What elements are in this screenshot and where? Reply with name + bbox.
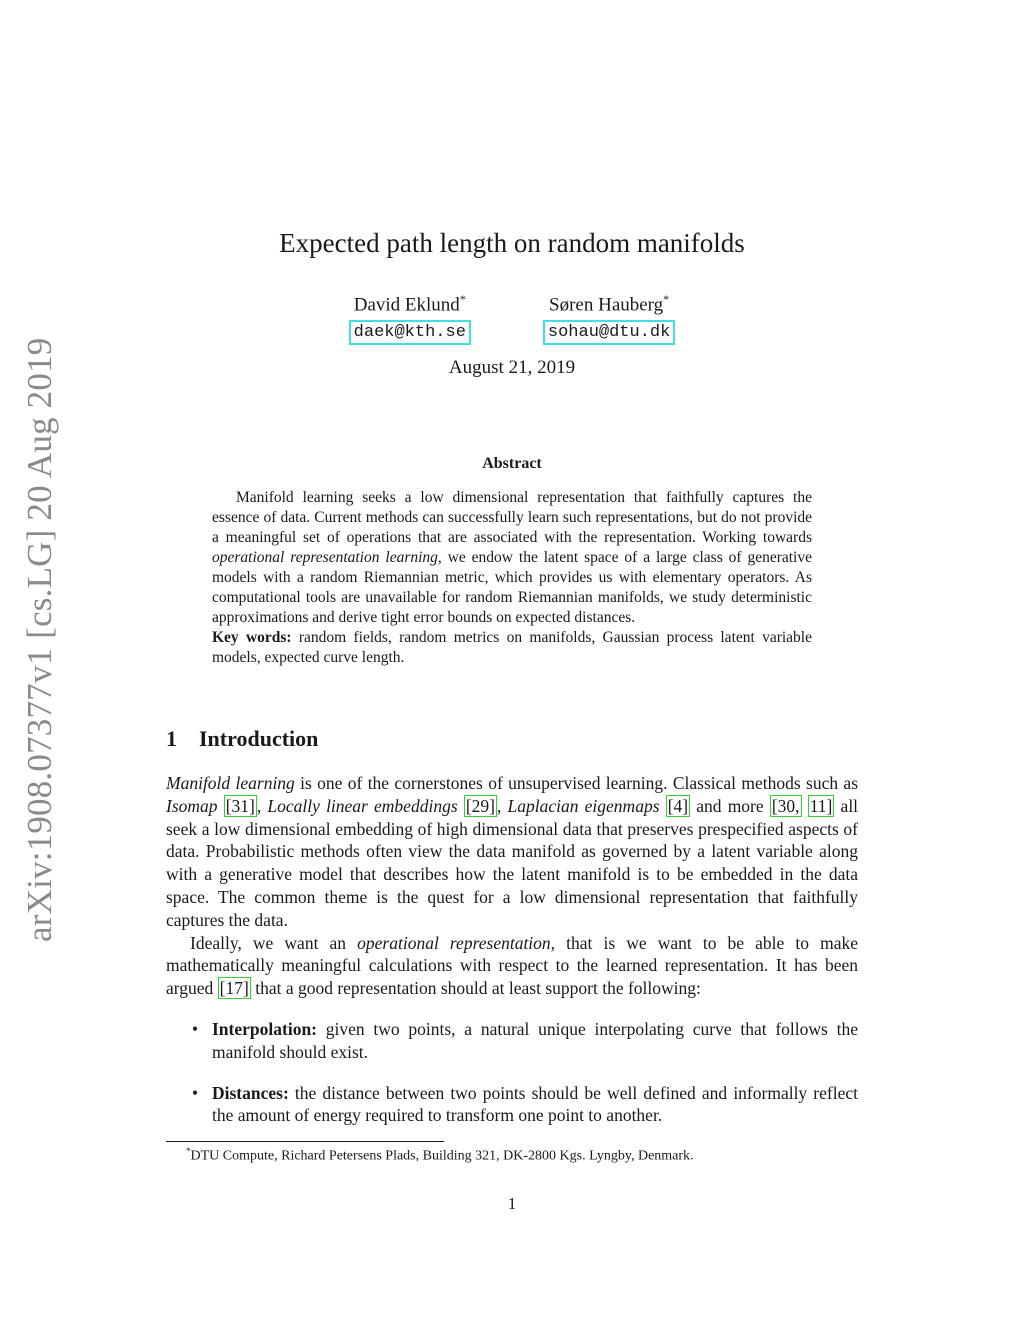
list-item: • Distances: the distance between two points should be well defined and informally reflect the amount of energy required to transform one point to another. bbox=[192, 1082, 858, 1126]
paper-title: Expected path length on random manifolds bbox=[279, 228, 745, 258]
page-number: 1 bbox=[507, 1194, 517, 1213]
citation-link[interactable]: 11] bbox=[809, 795, 833, 816]
abstract-emphasis: operational representation learning bbox=[212, 549, 438, 566]
citation-link[interactable]: [17] bbox=[219, 978, 249, 999]
author-email-link[interactable]: daek@kth.se bbox=[349, 320, 471, 345]
citation-link[interactable]: [31] bbox=[225, 795, 255, 816]
author-block bbox=[543, 292, 675, 345]
bullet-icon: • bbox=[192, 1082, 199, 1103]
footnote: *DTU Compute, Richard Petersens Plads, Building 321, DK-2800 Kgs. Lyngby, Denmark. bbox=[186, 1146, 694, 1164]
keywords-label: Key words: bbox=[212, 629, 292, 646]
arxiv-identifier: arXiv:1908.07377v1 [cs.LG] 20 Aug 2019 bbox=[20, 337, 59, 942]
abstract-paragraph: Manifold learning seeks a low dimensional representation that faithfully captures the essence of data. Current methods can successfully learn such representations, but do not provide a meaningful set of operations that are associated with the representation. Working towards operational representation learning, we endow the latent space of a large class of generative models with a random Riemannian metric, which provides us with elementary operators. As computational tools are unavailable for random Riemannian manifolds, we study deterministic approximations and derive tight error bounds on expected distances. bbox=[212, 489, 812, 626]
author-block bbox=[349, 292, 471, 345]
affiliation-mark: * bbox=[459, 292, 466, 306]
section-title: Introduction bbox=[199, 726, 319, 751]
author-name: Søren Hauberg* bbox=[549, 292, 670, 316]
list-item: • Interpolation: given two points, a natural unique interpolating curve that follows the manifold should exist. bbox=[192, 1019, 858, 1062]
paper-date: August 21, 2019 bbox=[448, 357, 576, 378]
author-name: David Eklund* bbox=[353, 292, 466, 316]
citation-link[interactable]: [29] bbox=[465, 795, 495, 816]
section-heading bbox=[166, 726, 318, 752]
bullet-list bbox=[188, 1018, 858, 1145]
author-list bbox=[0, 292, 1024, 345]
author-email-link[interactable]: sohau@dtu.dk bbox=[543, 320, 675, 345]
affiliation-mark: * bbox=[663, 292, 670, 306]
citation-link[interactable]: [30, bbox=[771, 795, 800, 816]
abstract-body bbox=[212, 488, 812, 668]
intro-paragraph-1: Manifold learning is one of the cornerstones of unsupervised learning. Classical methods such as Isomap [31] , Locally linear embeddings [29] , Laplacian eigenmaps [4] and more [30, 11] all seek a low dimensional embedding of high dimensional data that preserves prespecified aspects of data. Probabilistic methods often view the data manifold as governed by a latent variable along with a generative model that describes how the latent manifold is to be embedded in the data space. The common theme is the quest for a low dimensional representation that faithfully captures the data. bbox=[166, 773, 859, 930]
intro-text bbox=[166, 772, 858, 1000]
section-number: 1 bbox=[166, 726, 177, 751]
bullet-icon: • bbox=[192, 1019, 199, 1039]
keywords: Key words: random fields, random metrics on manifolds, Gaussian process latent variable models, expected curve length. bbox=[212, 629, 812, 666]
footnote-mark: * bbox=[186, 1146, 191, 1156]
footnote-divider bbox=[166, 1141, 444, 1142]
citation-link[interactable]: [4] bbox=[667, 795, 689, 816]
abstract-heading: Abstract bbox=[482, 455, 542, 472]
intro-paragraph-2: Ideally, we want an operational representation, that is we want to be able to make mathematically meaningful calculations with respect to the learned representation. It has been argued [17] that a good representation should at least support the following: bbox=[166, 932, 859, 999]
arxiv-side-stamp bbox=[6, 337, 66, 950]
